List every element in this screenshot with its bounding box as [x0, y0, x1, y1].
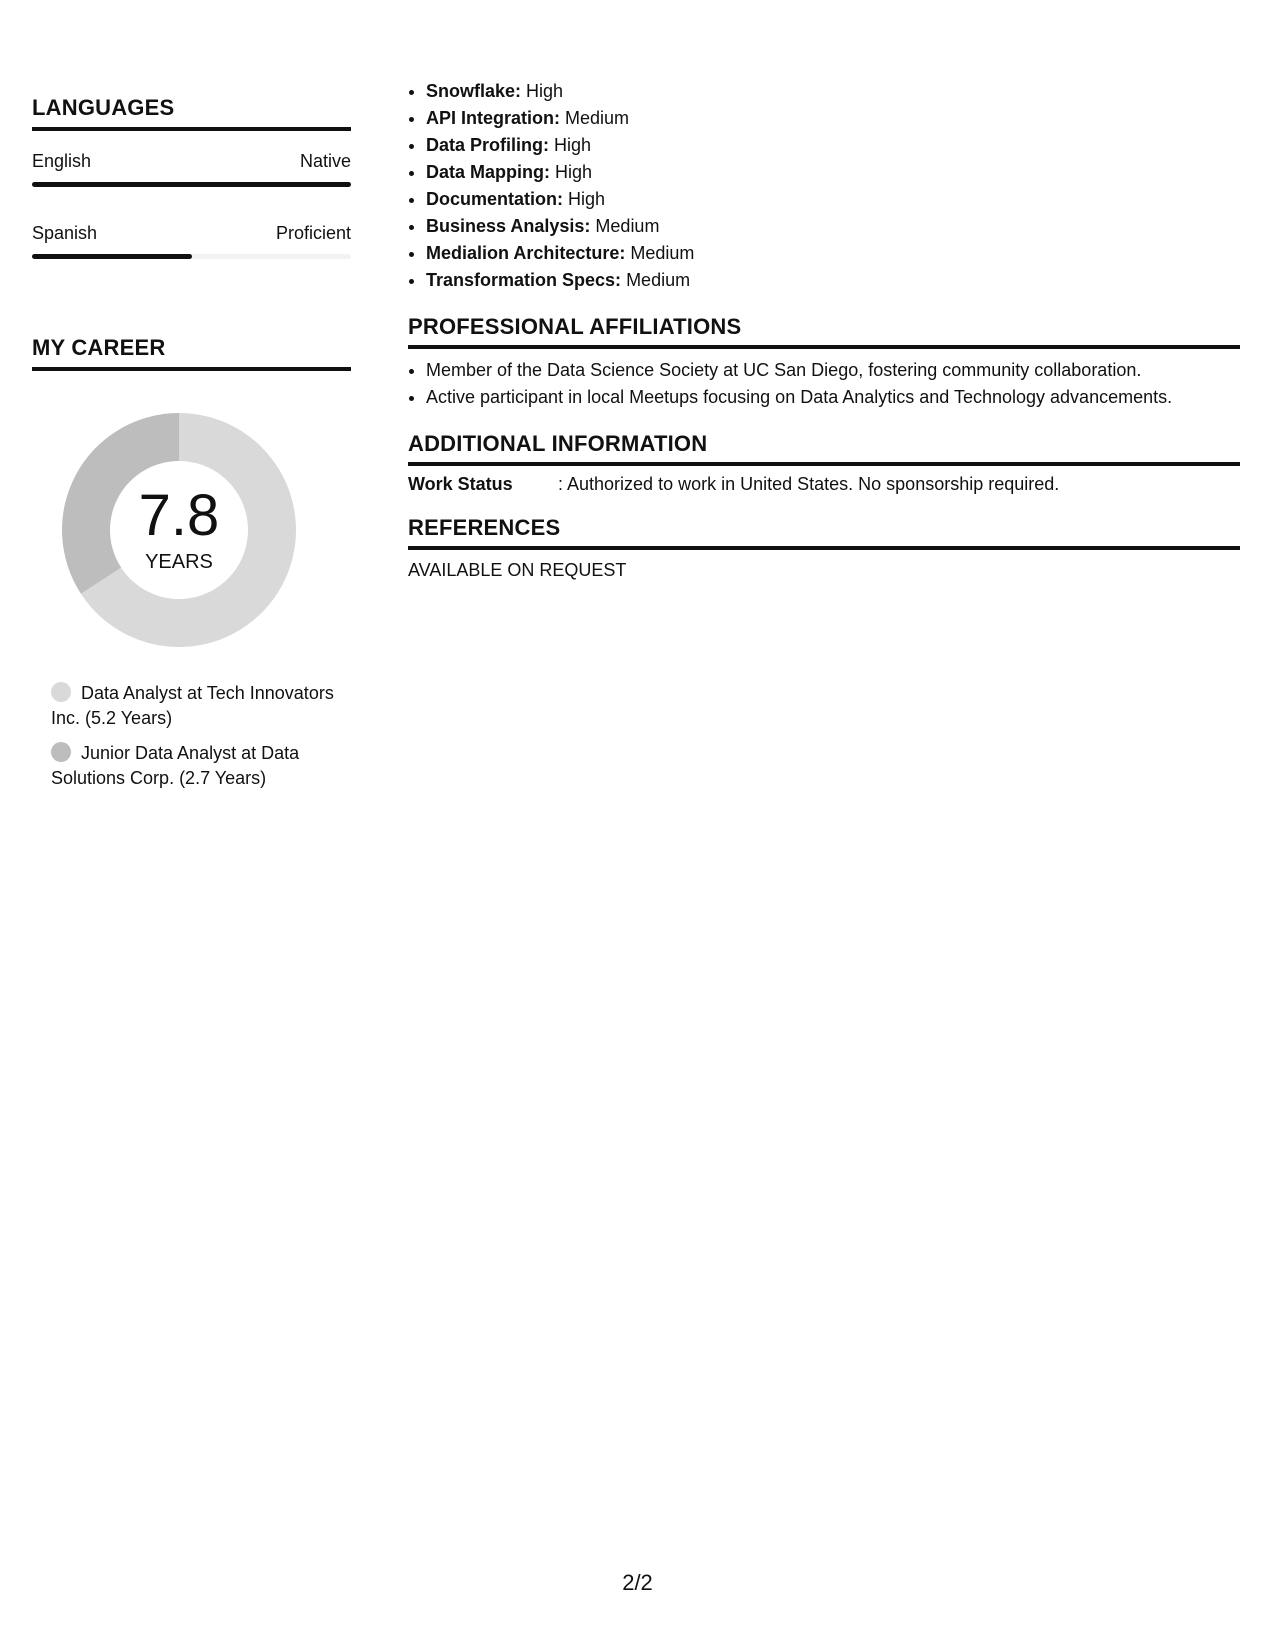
references-section: [408, 515, 1240, 581]
language-level-fill: [32, 254, 192, 259]
legend-item: [51, 681, 341, 731]
career-donut-chart: [54, 405, 304, 655]
right-column: [408, 78, 1240, 581]
skill-name: API Integration:: [426, 108, 560, 128]
skill-name: Data Mapping:: [426, 162, 550, 182]
skill-level: Medium: [630, 243, 695, 263]
language-level: Proficient: [275, 223, 351, 243]
skills-list: [408, 78, 1240, 294]
skill-level: High: [555, 162, 593, 182]
references-heading: REFERENCES: [408, 515, 1240, 550]
affiliations-heading: PROFESSIONAL AFFILIATIONS: [408, 314, 1240, 349]
affiliation-item: • Member of the Data Science Society at UC San Diego, fostering community collaboration.: [426, 357, 1240, 384]
skill-level: Medium: [626, 270, 691, 290]
legend-label: Junior Data Analyst at Data Solutions Corp. (2.7 Years): [51, 743, 300, 788]
language-level: Native: [299, 151, 351, 171]
skill-level: High: [554, 135, 592, 155]
skill-name: Documentation:: [426, 189, 563, 209]
skill-item: [426, 267, 1240, 294]
career-legend: [51, 681, 341, 791]
affiliation-item: • Active participant in local Meetups focusing on Data Analytics and Technology advancements.: [426, 384, 1240, 411]
additional-info-section: [408, 431, 1240, 495]
career-heading: MY CAREER: [32, 335, 351, 371]
skill-item: [426, 159, 1240, 186]
affiliations-list: [408, 357, 1240, 411]
language-level-bar: [32, 254, 351, 259]
legend-dot-icon: [51, 742, 71, 762]
languages-heading: LANGUAGES: [32, 95, 351, 131]
page-number: 2/2: [622, 1570, 653, 1595]
skill-name: Transformation Specs:: [426, 270, 622, 290]
skill-name: Medialion Architecture:: [426, 243, 626, 263]
language-row: [32, 151, 351, 172]
references-text: AVAILABLE ON REQUEST: [408, 560, 627, 580]
skill-name: Snowflake:: [426, 81, 522, 101]
skill-level: High: [526, 81, 564, 101]
legend-label: Data Analyst at Tech Innovators Inc. (5.2 Years): [51, 683, 334, 728]
language-row: [32, 223, 351, 244]
legend-item: [51, 741, 341, 791]
language-name: Spanish: [32, 223, 98, 243]
language-english: [32, 151, 351, 187]
total-years-unit: YEARS: [145, 551, 213, 573]
language-name: English: [32, 151, 92, 171]
language-level-bar: [32, 182, 351, 187]
total-years-value: 7.8: [138, 483, 220, 548]
affiliations-section: [408, 314, 1240, 411]
language-level-fill: [32, 182, 351, 187]
legend-dot-icon: [51, 682, 71, 702]
skill-level: High: [568, 189, 606, 209]
work-status-row: [408, 474, 1240, 495]
donut-center: [54, 405, 304, 655]
skill-item: [426, 240, 1240, 267]
work-status-label: Work Status: [408, 474, 513, 494]
skill-item: [426, 78, 1240, 105]
skill-item: [426, 105, 1240, 132]
language-spanish: [32, 223, 351, 259]
left-column: [32, 95, 351, 801]
skill-item: [426, 186, 1240, 213]
skill-name: Data Profiling:: [426, 135, 550, 155]
career-section: [32, 335, 351, 791]
skill-item: [426, 132, 1240, 159]
skill-level: Medium: [595, 216, 660, 236]
work-status-value: : Authorized to work in United States. No sponsorship required.: [558, 474, 1060, 494]
skill-level: Medium: [565, 108, 630, 128]
additional-info-heading: ADDITIONAL INFORMATION: [408, 431, 1240, 466]
skill-name: Business Analysis:: [426, 216, 591, 236]
skill-item: [426, 213, 1240, 240]
